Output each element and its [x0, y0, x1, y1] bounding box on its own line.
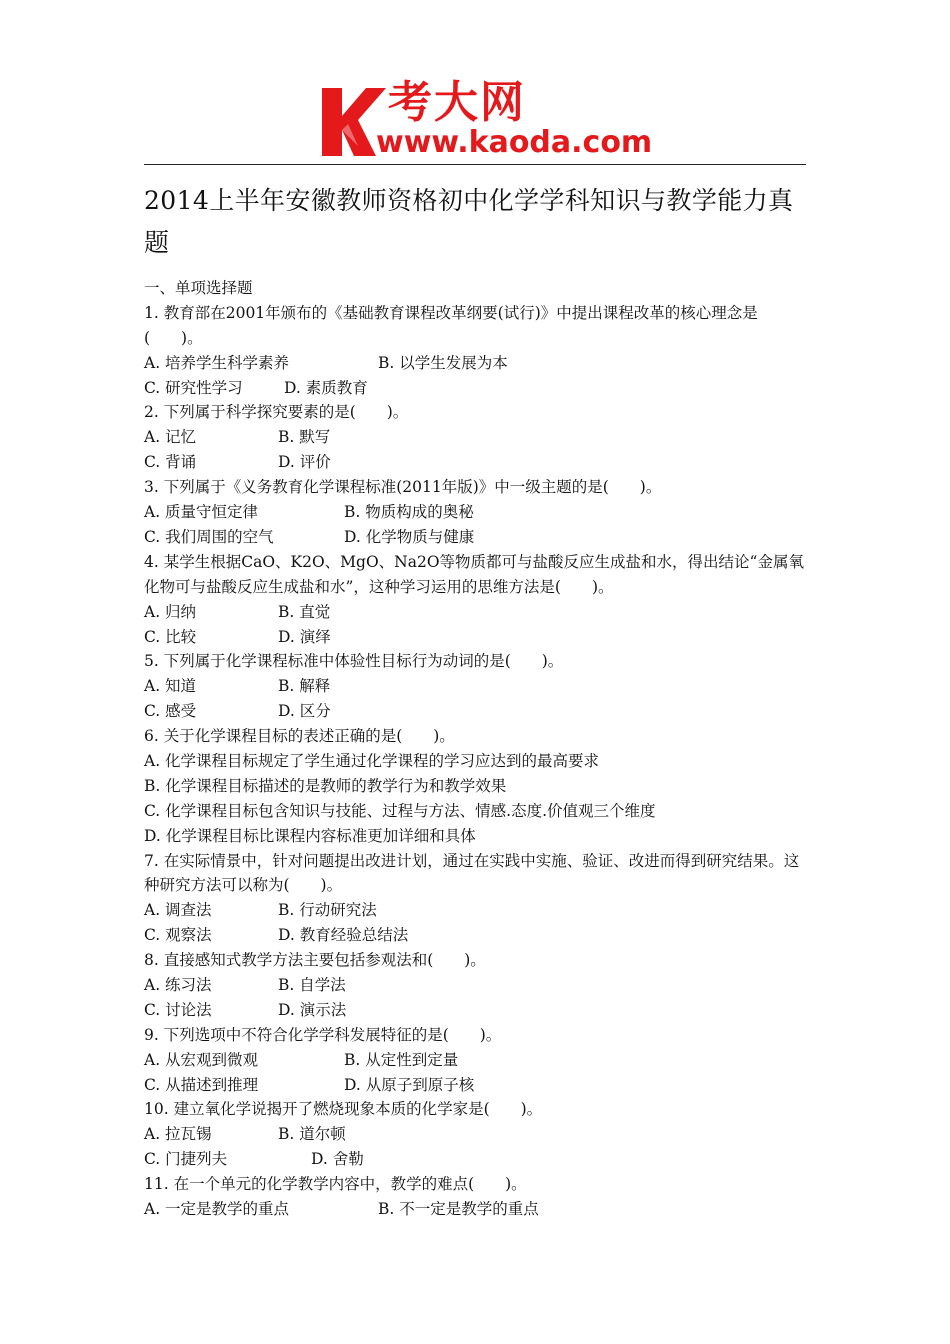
option-row: [144, 973, 814, 998]
option-d: D. 演示法: [278, 1000, 347, 1019]
option-a: A. 归纳: [144, 602, 197, 621]
option-b: B. 道尔顿: [278, 1125, 346, 1144]
option-row: [144, 351, 814, 376]
option-b: B. 不一定是教学的重点: [378, 1200, 539, 1219]
question-stem: 3. 下列属于《义务教育化学课程标准(2011年版)》中一级主题的是( )。: [144, 478, 662, 497]
option-c: C. 讨论法: [144, 1000, 212, 1019]
option-b: B. 默写: [278, 428, 331, 447]
section-heading: 一、单项选择题: [144, 279, 253, 297]
option-c: C. 研究性学习: [144, 378, 243, 397]
question-stem: 4. 某学生根据CaO、K2O、MgO、Na2O等物质都可与盐酸反应生成盐和水，得出结论“金属氧化物可与盐酸反应生成盐和水”，这种学习运用的思维方法是( )。: [144, 552, 804, 596]
option-a: A. 调查法: [144, 901, 212, 920]
question-stem: 8. 直接感知式教学方法主要包括参观法和( )。: [144, 951, 486, 970]
option-c: C. 比较: [144, 627, 197, 646]
question-stem: 7. 在实际情景中，针对问题提出改进计划，通过在实践中实施、验证、改进而得到研究结果。这种研究方法可以称为( )。: [144, 851, 800, 895]
option-a: A. 知道: [144, 677, 197, 696]
option-b: B. 从定性到定量: [344, 1050, 459, 1069]
header-divider: [144, 164, 806, 165]
option-d: D. 演绎: [278, 627, 331, 646]
option-d: D. 舍勒: [311, 1150, 364, 1169]
option-row: [144, 699, 814, 724]
option-b: B. 行动研究法: [278, 901, 377, 920]
option-c: C. 门捷列夫: [144, 1150, 228, 1169]
option-b: B. 解释: [278, 677, 331, 696]
question-stem: 10. 建立氧化学说揭开了燃烧现象本质的化学家是( )。: [144, 1100, 543, 1119]
option-b: B. 自学法: [278, 976, 346, 995]
logo-title: 考大网: [388, 77, 526, 128]
option-d: D. 教育经验总结法: [278, 926, 409, 945]
option-a: A. 从宏观到微观: [144, 1050, 259, 1069]
option-row: [144, 600, 814, 625]
option-row: [144, 1122, 814, 1147]
option-row: [144, 898, 814, 923]
option-row: [144, 674, 814, 699]
option-a: A. 培养学生科学素养: [144, 353, 290, 372]
option-row: [144, 500, 814, 525]
option-c: C. 我们周围的空气: [144, 527, 274, 546]
option-c: C. 背诵: [144, 453, 197, 472]
option-row: [144, 450, 814, 475]
option-a: A. 化学课程目标规定了学生通过化学课程的学习应达到的最高要求: [144, 751, 600, 770]
kaoda-logo[interactable]: [318, 77, 653, 160]
option-d: D. 化学物质与健康: [344, 527, 475, 546]
option-d: D. 素质教育: [284, 378, 368, 397]
option-row: [144, 1147, 814, 1172]
page-title: 2014上半年安徽教师资格初中化学学科知识与教学能力真题: [144, 186, 794, 257]
question-list: [144, 276, 814, 1222]
option-row: [144, 1197, 814, 1222]
option-a: A. 质量守恒定律: [144, 503, 259, 522]
option-row: [144, 923, 814, 948]
question-stem: 6. 关于化学课程目标的表述正确的是( )。: [144, 727, 455, 746]
question-stem: 9. 下列选项中不符合化学学科发展特征的是( )。: [144, 1025, 502, 1044]
option-d: D. 化学课程目标比课程内容标准更加详细和具体: [144, 826, 476, 845]
option-a: A. 练习法: [144, 976, 212, 995]
option-c: C. 从描述到推理: [144, 1075, 259, 1094]
option-c: C. 化学课程目标包含知识与技能、过程与方法、情感.态度.价值观三个维度: [144, 801, 656, 820]
option-d: D. 评价: [278, 453, 331, 472]
option-b: B. 以学生发展为本: [378, 353, 508, 372]
option-c: C. 观察法: [144, 926, 212, 945]
logo-url[interactable]: www.kaoda.com: [376, 125, 653, 160]
question-stem: 1. 教育部在2001年颁布的《基础教育课程改革纲要(试行)》中提出课程改革的核心理念是( )。: [144, 303, 758, 347]
option-d: D. 从原子到原子核: [344, 1075, 475, 1094]
option-b: B. 物质构成的奥秘: [344, 503, 474, 522]
option-row: [144, 1073, 814, 1098]
option-a: A. 记忆: [144, 428, 197, 447]
question-stem: 5. 下列属于化学课程标准中体验性目标行为动词的是( )。: [144, 652, 564, 671]
option-row: [144, 525, 814, 550]
option-row: [144, 625, 814, 650]
option-a: A. 一定是教学的重点: [144, 1200, 290, 1219]
option-c: C. 感受: [144, 702, 197, 721]
option-row: [144, 998, 814, 1023]
option-row: [144, 425, 814, 450]
question-stem: 11. 在一个单元的化学教学内容中，教学的难点( )。: [144, 1175, 527, 1194]
option-row: [144, 1048, 814, 1073]
option-row: [144, 376, 814, 401]
option-b: B. 化学课程目标描述的是教师的教学行为和教学效果: [144, 776, 507, 795]
option-a: A. 拉瓦锡: [144, 1125, 212, 1144]
question-stem: 2. 下列属于科学探究要素的是( )。: [144, 403, 409, 422]
option-d: D. 区分: [278, 702, 331, 721]
option-b: B. 直觉: [278, 602, 331, 621]
